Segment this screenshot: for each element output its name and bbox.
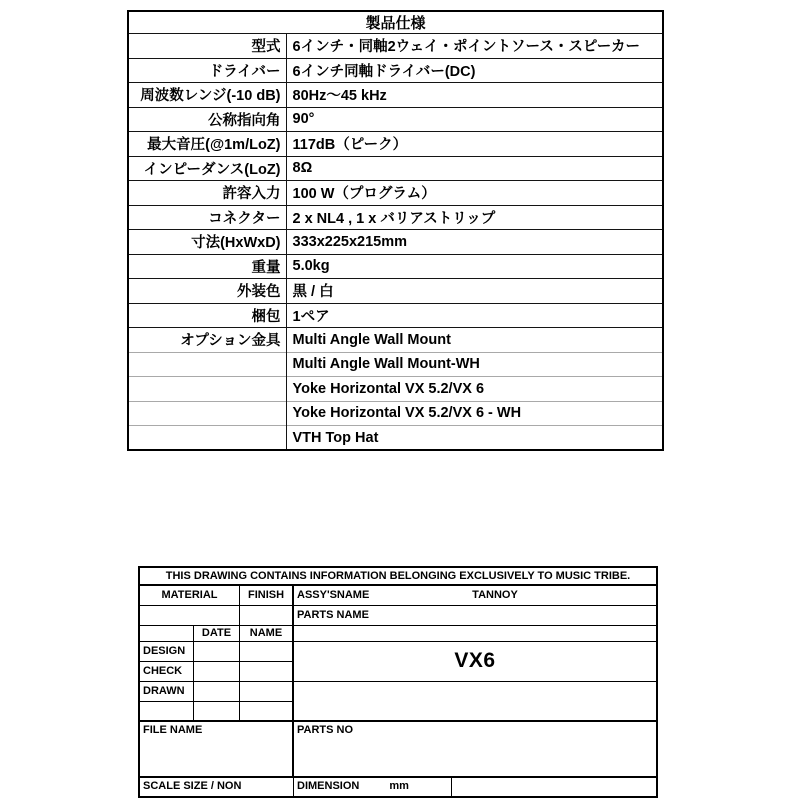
date-column-header: DATE [194,626,240,642]
scale-empty-cell [452,778,656,796]
spec-label: ドライバー [128,58,286,83]
dimension-label: DIMENSION [297,780,360,792]
dimension-cell [294,778,452,796]
spec-value: 333x225x215mm [286,230,663,255]
spec-label: 重量 [128,254,286,279]
spec-label: 外装色 [128,279,286,304]
material-value-cell [140,606,240,626]
parts-no-label: PARTS NO [294,722,656,778]
table-row [128,58,663,83]
empty-row-cell [240,702,294,722]
spec-label: 周波数レンジ(-10 dB) [128,83,286,108]
table-row [128,377,663,402]
spec-value: 2 x NL4 , 1 x バリアストリップ [286,205,663,230]
spec-label [128,377,286,402]
spec-value: 100 W（プログラム） [286,181,663,206]
drawing-title-block [138,566,658,798]
spec-value: 117dB（ピーク） [286,132,663,157]
spec-value: 8Ω [286,156,663,181]
check-name-cell [240,662,294,682]
spec-label [128,426,286,451]
spec-value: 1ペア [286,303,663,328]
table-row [128,401,663,426]
spec-label: 型式 [128,34,286,59]
right-empty-cell [294,626,656,642]
right-empty-cell [294,682,656,722]
design-date-cell [194,642,240,662]
spec-label: 公称指向角 [128,107,286,132]
spec-label: オプション金具 [128,328,286,353]
material-label: MATERIAL [140,586,240,606]
assy-name-label: ASSY'SNAME [297,589,370,601]
empty-row-cell [140,702,194,722]
spec-value: 6インチ・同軸2ウェイ・ポイントソース・スピーカー [286,34,663,59]
design-name-cell [240,642,294,662]
spec-value: Multi Angle Wall Mount [286,328,663,353]
spec-value: Multi Angle Wall Mount-WH [286,352,663,377]
model-number: VX6 [294,642,656,682]
table-row [128,279,663,304]
table-row [128,107,663,132]
check-date-cell [194,662,240,682]
brand-name: TANNOY [472,589,518,601]
spec-value: 黒 / 白 [286,279,663,304]
parts-name-label: PARTS NAME [294,606,656,626]
table-row [128,132,663,157]
spec-label: コネクター [128,205,286,230]
table-row [128,205,663,230]
spec-table-title: 製品仕様 [365,15,426,32]
product-spec-table [127,10,664,451]
spec-value: 90° [286,107,663,132]
dimension-unit: mm [389,780,409,792]
drawn-name-cell [240,682,294,702]
table-row [128,230,663,255]
spec-value: 6インチ同軸ドライバー(DC) [286,58,663,83]
table-row [128,181,663,206]
table-row [128,254,663,279]
file-name-label: FILE NAME [140,722,294,778]
drawn-date-cell [194,682,240,702]
spec-value: VTH Top Hat [286,426,663,451]
design-label: DESIGN [140,642,194,662]
confidentiality-notice: THIS DRAWING CONTAINS INFORMATION BELONGING EXCLUSIVELY TO MUSIC TRIBE. [140,568,656,586]
spec-label: 最大音圧(@1m/LoZ) [128,132,286,157]
spec-label [128,352,286,377]
table-row [128,303,663,328]
table-row [128,156,663,181]
empty-row-cell [194,702,240,722]
spec-value: 5.0kg [286,254,663,279]
spec-label: 寸法(HxWxD) [128,230,286,255]
spec-value: Yoke Horizontal VX 5.2/VX 6 [286,377,663,402]
table-row [128,83,663,108]
table-row [128,426,663,451]
drawn-label: DRAWN [140,682,194,702]
check-label: CHECK [140,662,194,682]
name-column-header: NAME [240,626,294,642]
table-row [128,34,663,59]
spec-label: 許容入力 [128,181,286,206]
finish-value-cell [240,606,294,626]
spec-value: Yoke Horizontal VX 5.2/VX 6 - WH [286,401,663,426]
spec-label: インピーダンス(LoZ) [128,156,286,181]
corner-empty-cell [140,626,194,642]
assy-name-cell [294,586,656,606]
finish-label: FINISH [240,586,294,606]
table-row [128,328,663,353]
table-row [128,352,663,377]
spec-label: 梱包 [128,303,286,328]
spec-label [128,401,286,426]
spec-title-row [128,11,663,34]
spec-value: 80Hz～45 kHz [286,83,663,108]
scale-size-label: SCALE SIZE / NON [140,778,294,796]
